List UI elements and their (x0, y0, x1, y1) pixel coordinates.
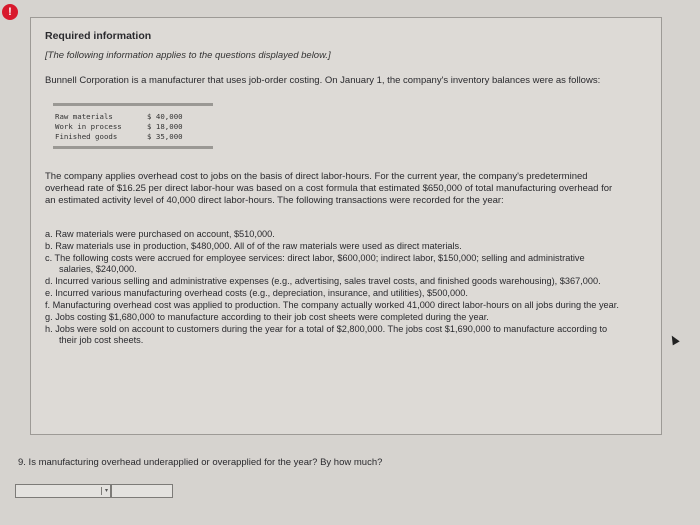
required-info-title: Required information (45, 30, 152, 42)
inventory-value: $ 18,000 (147, 122, 183, 131)
list-item: c. The following costs were accrued for employee services: direct labor, $600,000; indirect labor, $150,000; selling and administrative salaries, $240,000. (45, 252, 585, 275)
list-item: h. Jobs were sold on account to customers during the year for a total of $2,800,000. The jobs cost $1,690,000 to manufacture according to their job cost sheets. (45, 323, 608, 346)
list-item: g. Jobs costing $1,680,000 to manufacture according to their job cost sheets were completed during the year. (45, 311, 489, 322)
inventory-value: $ 40,000 (147, 112, 183, 121)
chevron-down-icon[interactable]: ▾ (101, 487, 108, 495)
list-item: a. Raw materials were purchased on account, $510,000. (45, 229, 275, 239)
list-item: e. Incurred various manufacturing overhead costs (e.g., depreciation, insurance, and utilities), $500,000. (45, 288, 468, 299)
amount-input[interactable] (111, 484, 173, 498)
company-intro: Bunnell Corporation is a manufacturer that uses job-order costing. On January 1, the company's inventory balances were as follows: (45, 75, 601, 86)
inventory-label: Finished goods (55, 132, 118, 141)
inventory-value: $ 35,000 (147, 132, 183, 141)
answer-row (15, 484, 173, 498)
table-row (55, 122, 211, 132)
required-info-subtitle: [The following information applies to the questions displayed below.] (45, 50, 331, 61)
inventory-label: Work in process (55, 122, 122, 131)
inventory-label: Raw materials (55, 112, 113, 121)
list-item: f. Manufacturing overhead cost was applied to production. The company actually worked 41,000 direct labor-hours on all jobs during the year. (45, 299, 619, 310)
question-text: 9. Is manufacturing overhead underapplied or overapplied for the year? By how much? (18, 457, 383, 468)
mouse-cursor-icon (668, 334, 679, 346)
required-information-panel (30, 17, 662, 435)
alert-icon: ! (2, 4, 18, 20)
inventory-balances-table (53, 103, 213, 149)
table-row (55, 132, 211, 142)
table-row (55, 112, 211, 122)
overhead-description: The company applies overhead cost to jobs on the basis of direct labor-hours. For the current year, the company's predetermined overhead rate of $16.25 per direct labor-hour was based on a cost formula that estimated $650,000 of total manufacturing overhead for an estimated activity level of 40,000 direct labor-hours. The following transactions were recorded for the year: (45, 171, 613, 206)
list-item: b. Raw materials use in production, $480,000. All of of the raw materials were used as direct materials. (45, 240, 462, 251)
applied-status-select[interactable] (15, 484, 111, 498)
list-item: d. Incurred various selling and administrative expenses (e.g., advertising, sales travel costs, and finished goods warehousing), $367,000. (45, 276, 601, 287)
transactions-list (45, 229, 619, 347)
